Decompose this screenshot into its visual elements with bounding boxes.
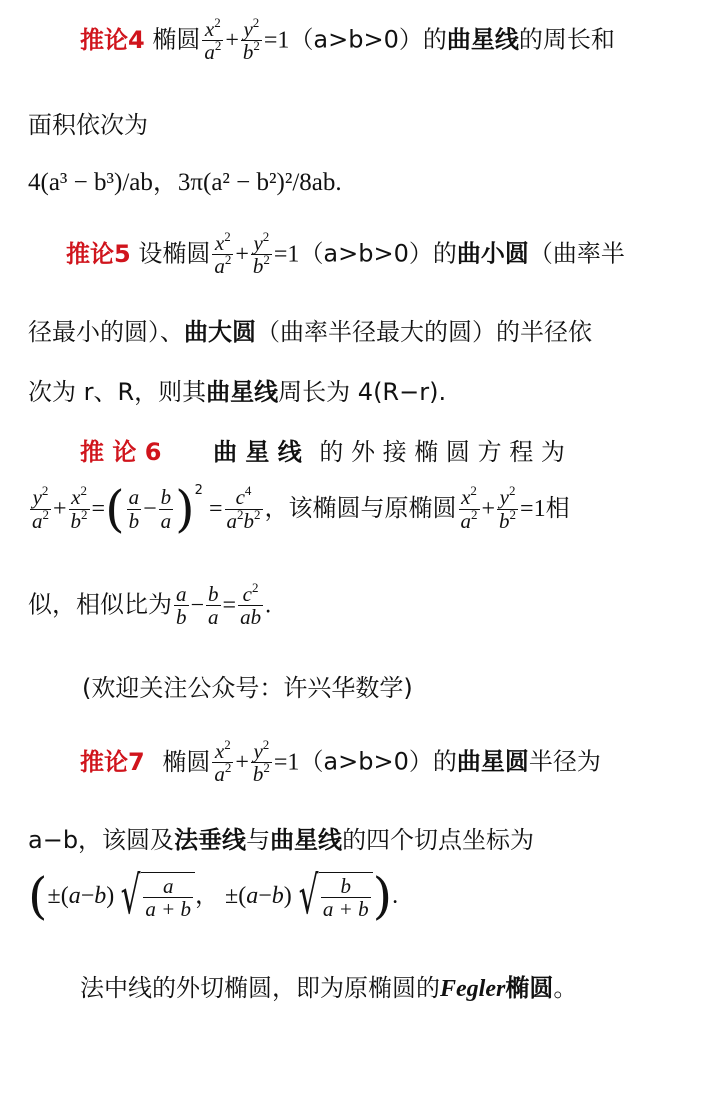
text: 半径为	[528, 747, 601, 776]
text: 。	[553, 974, 578, 1002]
corollary-6-line-3: 似，相似比为 $\frac{a}{b}$ − $\frac{b}{a}$ = $\frac{c^2}{ab}$ .	[28, 580, 272, 630]
text: 椭圆	[152, 25, 201, 54]
corollary-4-line-1: 推论4 椭圆 $\frac{x^2}{a^2}$ + $\frac{y^2}{b^2}$ =1（a>b>0）的曲星线的周长和	[80, 15, 615, 65]
term-small-circle: 曲小圆	[456, 239, 529, 268]
sqrt-a-over-a-plus-b: √ $\frac{a}{a + b}$	[114, 870, 195, 922]
fraction-x2-b2: $\frac{x^2}{b^2}$	[70, 483, 88, 533]
term-ellipse: 椭圆	[505, 974, 554, 1002]
text: 与	[246, 826, 271, 854]
corollary-5-line-3	[28, 372, 682, 407]
corollary-7-line-1: 推论7 椭圆 $\frac{x^2}{a^2}$ + $\frac{y^2}{b^2}$ =1（a>b>0）的曲星圆半径为	[80, 737, 601, 787]
text: （a>b>0）的	[299, 747, 457, 776]
corollary-4-label: 推论4	[80, 25, 145, 54]
fraction-b-a: $\frac{b}{a}$	[208, 582, 219, 630]
term-big-circle: 曲大圆	[184, 318, 256, 346]
text: （曲率半	[528, 239, 625, 268]
text: 椭圆	[162, 747, 211, 776]
text: 相	[545, 494, 570, 522]
text: 设椭圆	[138, 239, 211, 268]
corollary-4-formula: 4(a³ − b³)/ab，3π(a² − b²)²/8ab.	[28, 169, 342, 196]
text: 周长为 4(R−r).	[278, 378, 447, 406]
corollary-7-line-2	[28, 820, 682, 855]
text: （a>b>0）的	[289, 25, 447, 54]
text: ，该椭圆与原椭圆	[264, 494, 457, 522]
fraction-y2-b2: $\frac{y^2}{b^2}$	[242, 15, 260, 65]
fraction-c4-a2b2: $\frac{c^4}{a^2b^2}$	[226, 483, 261, 533]
fraction-x2-a2: $\frac{x^2}{a^2}$	[214, 229, 232, 279]
fraction-c2-ab: $\frac{c^2}{ab}$	[240, 580, 262, 630]
fraction-x2-a2: $\frac{x^2}{a^2}$	[460, 483, 478, 533]
text: （a>b>0）的	[299, 239, 457, 268]
promo-link[interactable]: (欢迎关注公众号：许兴华数学)	[82, 674, 413, 702]
text: 似，相似比为	[28, 590, 172, 619]
text: 的四个切点坐标为	[342, 826, 535, 854]
term-curve: 曲星线	[446, 25, 519, 54]
text: （曲率半径最大的圆）的半径依	[256, 318, 592, 346]
fraction-y2-b2: $\frac{y^2}{b^2}$	[252, 229, 270, 279]
fraction-x2-a2: $\frac{x^2}{a^2}$	[214, 737, 232, 787]
fraction-y2-b2: $\frac{y^2}{b^2}$	[499, 483, 517, 533]
corollary-5-label: 推论5	[66, 239, 131, 268]
term-normal: 法垂线	[174, 826, 247, 854]
fraction-b-a: $\frac{b}{a}$	[160, 485, 172, 533]
text: 径最小的圆）、	[28, 318, 184, 346]
corollary-6-label: 推 论 6	[80, 438, 162, 466]
term-curve: 曲星线	[206, 378, 279, 406]
corollary-5-line-1: 推论5 设椭圆 $\frac{x^2}{a^2}$ + $\frac{y^2}{b^2}$ =1（a>b>0）的曲小圆（曲率半	[66, 229, 625, 279]
term-curve: 曲 星 线	[213, 438, 302, 466]
corollary-7-coordinates: (±(a−b) √ $\frac{a}{a + b}$ ， ±(a−b) √ $\frac{b}{a + b}$ ).	[28, 866, 399, 926]
text: 的周长和	[518, 25, 615, 54]
final-line	[80, 968, 682, 1003]
corollary-7-label: 推论7	[80, 747, 145, 776]
fraction-y2-a2: $\frac{y^2}{a^2}$	[32, 483, 49, 533]
text: 法中线的外切椭圆，即为原椭圆的	[80, 974, 440, 1002]
fraction-a-b: $\frac{a}{b}$	[176, 582, 187, 630]
term-curve: 曲星线	[270, 826, 343, 854]
corollary-4-line-2: 面积依次为	[28, 111, 148, 139]
fraction-y2-b2: $\frac{y^2}{b^2}$	[252, 737, 270, 787]
text: 次为 r、R，则其	[28, 378, 207, 406]
fraction-x2-a2: $\frac{x^2}{a^2}$	[204, 15, 222, 65]
text: 的 外 接 椭 圆 方 程 为	[319, 438, 565, 466]
fegler-name: Fegler	[440, 976, 506, 1002]
term-star-circle: 曲星圆	[456, 747, 529, 776]
corollary-6-line-1	[28, 432, 682, 467]
corollary-5-line-2	[28, 312, 682, 347]
text: a−b，该圆及	[28, 826, 175, 854]
fraction-a-b: $\frac{a}{b}$	[128, 485, 140, 533]
corollary-6-equation: $\frac{y^2}{a^2}$ + $\frac{x^2}{b^2}$ =( $\frac{a}{b}$ − $\frac{b}{a}$ )$^2$ = $\frac{c^4}{a^2b^2}$ ，该椭圆与原椭圆 $\frac{x^2}{a^2}$ + $\frac{y^2}{b^2}$ =1相	[32, 480, 570, 538]
sqrt-b-over-a-plus-b: √ $\frac{b}{a + b}$	[292, 870, 373, 922]
